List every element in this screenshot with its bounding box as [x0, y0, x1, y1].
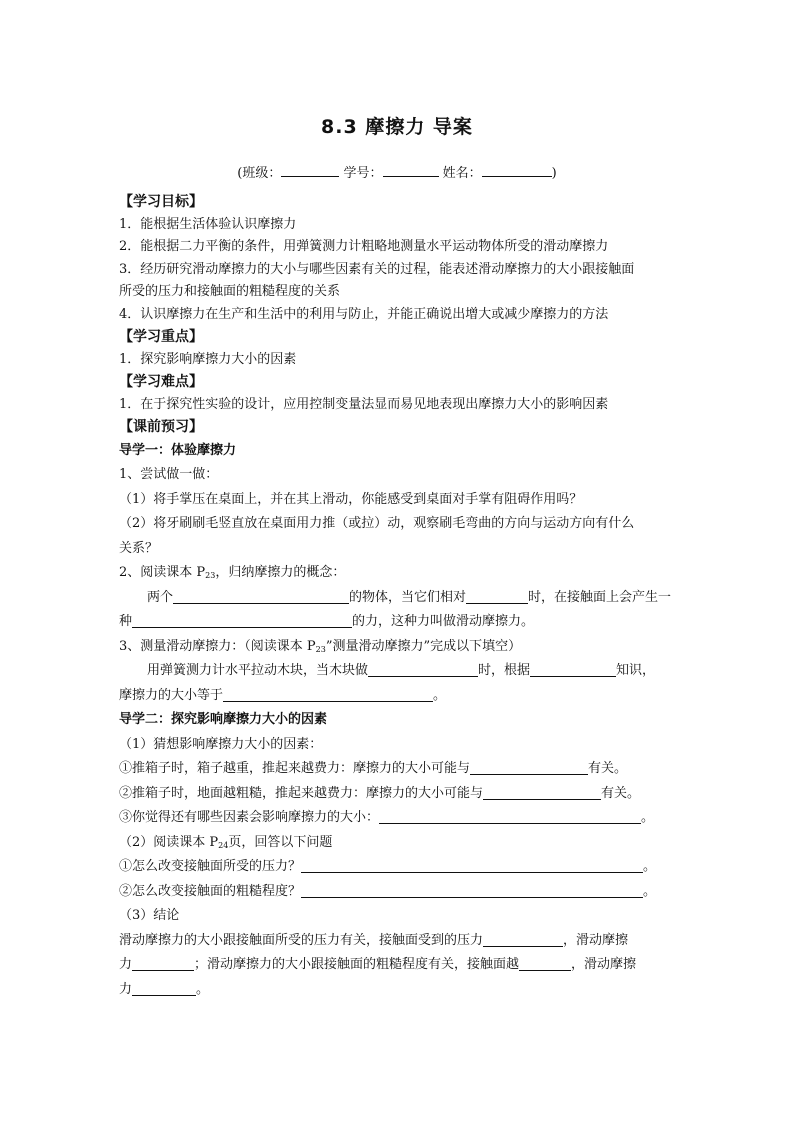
student-info-line [0, 162, 794, 181]
guess-text: 。 [641, 810, 655, 825]
fill-blank[interactable] [132, 613, 352, 628]
measure-text: 摩擦力的大小等于 [119, 687, 224, 703]
fill-blank[interactable] [301, 858, 643, 873]
content [119, 191, 679, 1002]
measure-text: 用弹簧测力计水平拉动木块，当木块做 [147, 663, 369, 678]
class-blank[interactable] [281, 164, 339, 177]
measure-text: 时，根据 [478, 663, 531, 678]
measure-line [119, 684, 679, 709]
conclusion-text: ，滑动摩擦 [571, 957, 637, 972]
goal-item: 4．认识摩擦力在生产和生活中的利用与防止，并能正确说出增大或减少摩擦力的方法 [119, 306, 609, 322]
measure-text: 。 [433, 687, 447, 703]
fill-blank[interactable] [379, 809, 641, 824]
guess-line [119, 806, 679, 831]
name-blank[interactable] [482, 164, 552, 177]
conclusion-line [119, 953, 679, 978]
difficulty-item: 1．在于探究性实验的设计，应用控制变量法显而易见地表现出摩擦力大小的影响因素 [119, 396, 609, 412]
question-line [119, 855, 679, 880]
key-points-heading: 【学习重点】 [119, 329, 203, 345]
guess-text: 有关。 [601, 785, 641, 801]
try-label: 1、尝试做一做： [119, 467, 219, 482]
read-text: 页，回答以下问题 [228, 834, 333, 850]
fill-blank[interactable] [301, 883, 643, 898]
definition-text: 的力，这种力叫做滑动摩擦力。 [352, 614, 535, 629]
guess-text: ③你觉得还有哪些因素会影响摩擦力的大小： [119, 810, 380, 825]
student-id-label: 学号： [343, 166, 383, 181]
conclusion-text: ，滑动摩擦 [563, 932, 629, 948]
question-text: ②怎么改变接触面的粗糙程度？ [119, 883, 302, 899]
conclusion-line [119, 978, 679, 1003]
student-id-blank[interactable] [383, 164, 439, 177]
conclusion-label: （3）结论 [119, 908, 180, 923]
definition-text: 两个 [147, 589, 174, 605]
question-2-cont: 关系？ [119, 540, 159, 556]
goal-item: 1．能根据生活体验认识摩擦力 [119, 216, 297, 232]
guess-line [119, 782, 679, 807]
goals-heading: 【学习目标】 [119, 194, 203, 210]
question-text: 。 [643, 883, 657, 899]
fill-blank[interactable] [530, 662, 616, 677]
conclusion-text: ；滑动摩擦力的大小跟接触面的粗糙程度有关，接触面越 [194, 957, 520, 972]
fill-blank[interactable] [519, 956, 571, 971]
guess-text: ②推箱子时，地面越粗糙，推起来越费力：摩擦力的大小可能与 [119, 785, 484, 801]
page-title: 8.3 摩擦力 导案 [321, 116, 473, 138]
measure-line [119, 659, 679, 684]
conclusion-text: 。 [196, 981, 210, 997]
read-questions [119, 831, 679, 856]
difficulties-heading: 【学习难点】 [119, 374, 203, 390]
key-point-item: 1．探究影响摩擦力大小的因素 [119, 351, 297, 367]
measure-heading [119, 635, 679, 660]
conclusion-text: 滑动摩擦力的大小跟接触面所受的压力有关，接触面受到的压力 [119, 932, 484, 948]
info-close: ) [551, 166, 557, 181]
fill-blank[interactable] [483, 785, 601, 800]
name-label: 姓名： [442, 166, 482, 181]
read-concept-text: ，归纳摩擦力的概念： [215, 565, 346, 580]
conclusion-line [119, 929, 679, 954]
page-number: 23 [205, 571, 216, 580]
fill-blank[interactable] [470, 760, 588, 775]
guess-line [119, 757, 679, 782]
guide1-heading: 导学一：体验摩擦力 [119, 442, 237, 458]
read-concept-text: 2、阅读课本 P [119, 565, 206, 580]
guide2-heading: 导学二：探究影响摩擦力大小的因素 [119, 712, 328, 727]
measure-text: 3、测量滑动摩擦力：（阅读课本 P [119, 638, 316, 654]
goal-item: 2．能根据二力平衡的条件，用弹簧测力计粗略地测量水平运动物体所受的滑动摩擦力 [119, 239, 609, 254]
definition-line [119, 610, 679, 635]
page-number: 23 [315, 644, 326, 654]
guess-text: ①推箱子时，箱子越重，推起来越费力：摩擦力的大小可能与 [119, 761, 471, 776]
fill-blank[interactable] [132, 981, 196, 996]
question-line [119, 880, 679, 905]
question-2: （2）将牙刷刷毛竖直放在桌面用力推（或拉）动，观察刷毛弯曲的方向与运动方向有什么 [119, 516, 635, 531]
measure-text: ”测量滑动摩擦力”完成以下填空） [325, 638, 522, 654]
goal-item: 所受的压力和接触面的粗糙程度的关系 [119, 284, 341, 299]
fill-blank[interactable] [368, 662, 478, 677]
preview-heading: 【课前预习】 [119, 419, 203, 435]
class-label: (班级： [237, 166, 282, 181]
guess-label: （1）猜想影响摩擦力大小的因素： [119, 736, 323, 752]
guess-text: 有关。 [588, 761, 628, 776]
conclusion-text: 力 [119, 957, 133, 972]
fill-blank[interactable] [483, 932, 563, 947]
fill-blank[interactable] [173, 589, 349, 604]
question-text: ①怎么改变接触面所受的压力？ [119, 859, 302, 874]
read-concept [119, 561, 679, 586]
read-text: （2）阅读课本 P [119, 834, 219, 850]
definition-text: 的物体，当它们相对 [349, 589, 467, 605]
measure-text: 知识， [616, 663, 656, 678]
definition-text: 种 [119, 614, 133, 629]
fill-blank[interactable] [223, 687, 433, 702]
goal-item: 3．经历研究滑动摩擦力的大小与哪些因素有关的过程，能表述滑动摩擦力的大小跟接触面 [119, 261, 635, 277]
definition-line [119, 586, 679, 611]
page-number: 24 [218, 840, 229, 850]
question-1: （1）将手掌压在桌面上，并在其上滑动，你能感受到桌面对手掌有阻碍作用吗？ [119, 491, 583, 507]
fill-blank[interactable] [466, 589, 528, 604]
definition-text: 时，在接触面上会产生一 [528, 589, 672, 605]
fill-blank[interactable] [132, 956, 194, 971]
conclusion-text: 力 [119, 981, 133, 997]
question-text: 。 [643, 859, 657, 874]
